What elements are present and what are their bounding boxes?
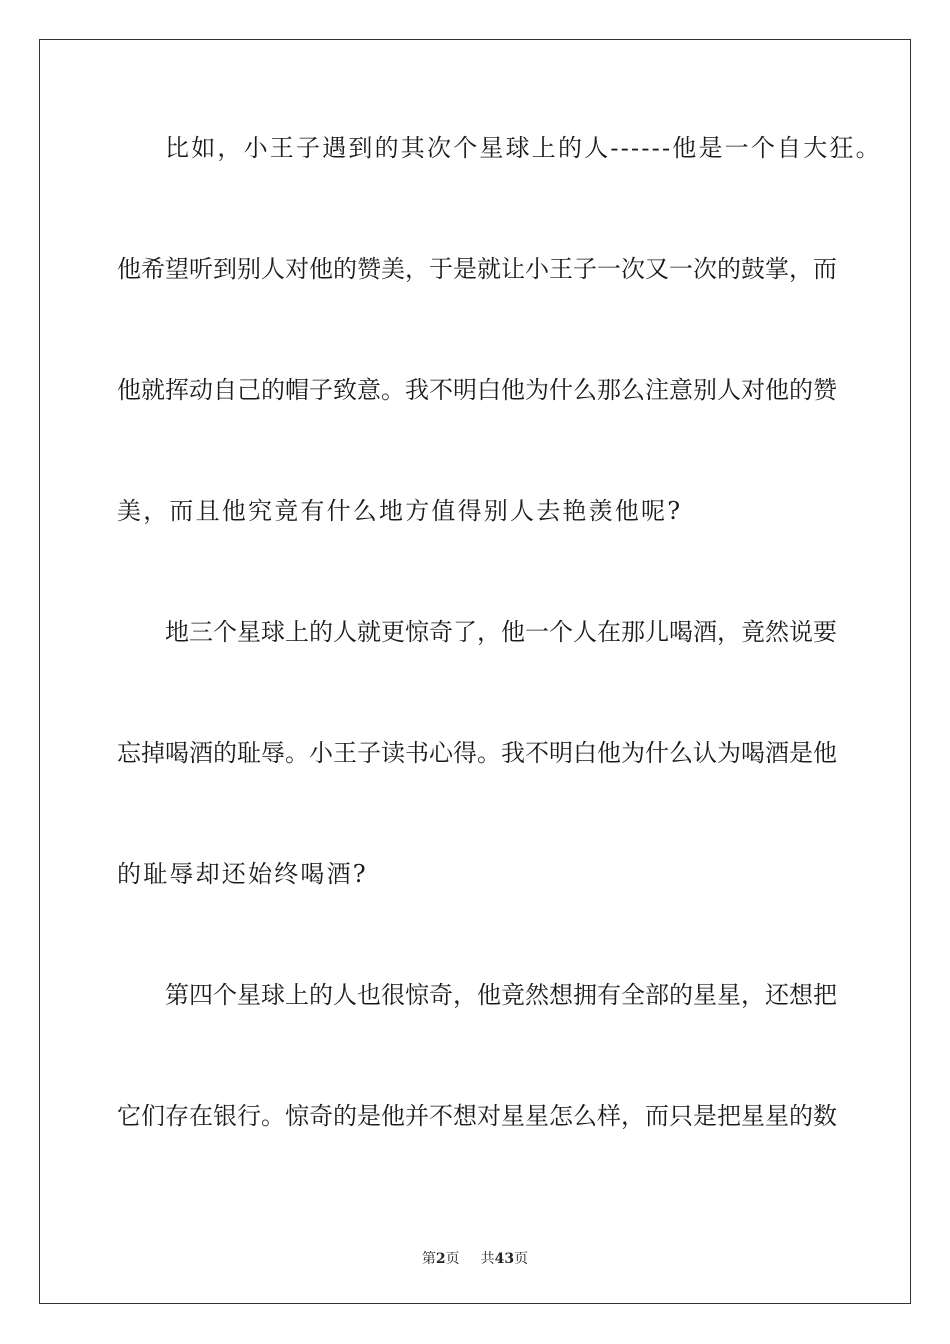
page-footer — [0, 1248, 950, 1268]
total-prefix: 共 — [480, 1251, 495, 1267]
paragraph-2-line-2: 忘掉喝酒的耻辱。小王子读书心得。我不明白他为什么认为喝酒是他 — [117, 739, 837, 767]
total-suffix: 页 — [514, 1251, 529, 1267]
paragraph-1-line-2: 他希望听到别人对他的赞美，于是就让小王子一次又一次的鼓掌，而 — [117, 255, 837, 283]
total-pages: 43 — [494, 1251, 515, 1267]
document-body — [117, 118, 882, 1207]
paragraph-2-line-3: 的耻辱却还始终喝酒? — [117, 860, 368, 888]
paragraph-1-line-1: 比如，小王子遇到的其次个星球上的人------他是一个自大狂。 — [165, 134, 882, 162]
page-suffix: 页 — [445, 1251, 460, 1267]
paragraph-2-line-1: 地三个星球上的人就更惊奇了，他一个人在那儿喝酒，竟然说要 — [165, 618, 837, 646]
page-prefix: 第 — [421, 1251, 436, 1267]
paragraph-3-line-2: 它们存在银行。惊奇的是他并不想对星星怎么样，而只是把星星的数 — [117, 1102, 837, 1130]
paragraph-3-line-1: 第四个星球上的人也很惊奇，他竟然想拥有全部的星星，还想把 — [165, 981, 837, 1009]
paragraph-1-line-4: 美，而且他究竟有什么地方值得别人去艳羡他呢? — [117, 497, 683, 525]
paragraph-1-line-3: 他就挥动自己的帽子致意。我不明白他为什么那么注意别人对他的赞 — [117, 376, 837, 404]
page-number: 2 — [435, 1251, 446, 1267]
